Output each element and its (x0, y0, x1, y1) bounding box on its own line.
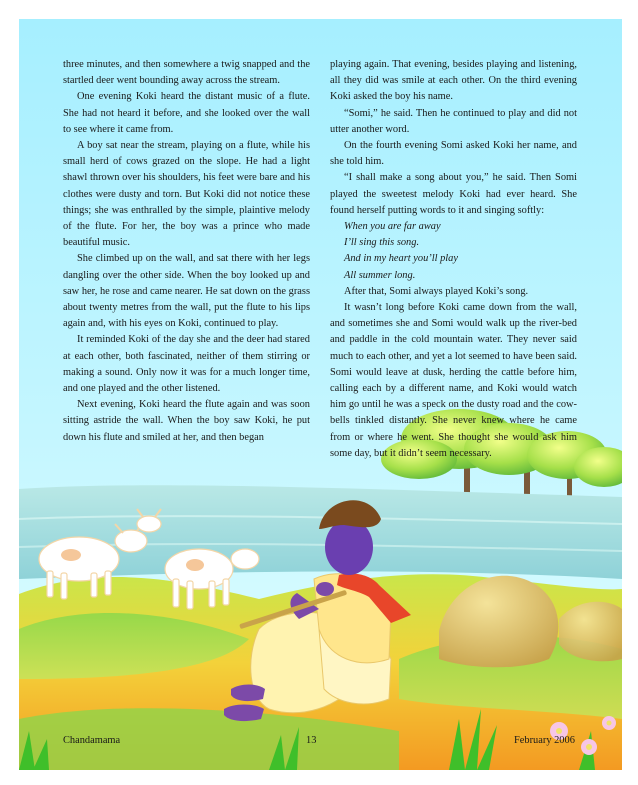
paragraph: Next evening, Koki heard the flute again and was soon sitting astride the wall. When the boy saw Koki, he put down his flute and smiled at her, and then began (63, 399, 310, 443)
footer-issue-date: February 2006 (514, 735, 575, 746)
footer-magazine-name: Chandamama (63, 735, 121, 746)
song-verse-line: All summer long. (344, 269, 416, 281)
paragraph: three minutes, and then somewhere a twig snapped and the startled deer went bounding away across the stream. (63, 59, 310, 87)
paragraph: “I shall make a song about you,” he said. Then Somi played the sweetest melody Koki had ever heard. She found herself putting words to it and singing softly: (330, 172, 577, 216)
paragraph: After that, Somi always played Koki’s song. (344, 285, 529, 297)
text-column-left (63, 57, 310, 446)
paragraph: She climbed up on the wall, and sat there with her legs dangling over the other side. When the boy looked up and saw her, he rose and came nearer. He sat down on the grass about twenty metres from the wall, put the flute to his lips again and, with his eyes on Koki, continued to play. (63, 253, 310, 330)
footer-page-number: 13 (306, 735, 317, 746)
song-verse-line: When you are far away (344, 221, 441, 233)
song-verse-line: I’ll sing this song. (344, 237, 420, 249)
paragraph: One evening Koki heard the distant music of a flute. She had not heard it before, and she looked over the wall to see where it came from. (63, 91, 310, 135)
paragraph: playing again. That evening, besides playing and listening, all they did was smile at each other. On the third evening Koki asked the boy his name. (330, 59, 577, 103)
magazine-page (19, 19, 622, 770)
paragraph: On the fourth evening Somi asked Koki her name, and she told him. (330, 140, 577, 168)
paragraph: It wasn’t long before Koki came down from the wall, and sometimes she and Somi would walk up the river-bed and paddle in the cold mountain water. They never said much to each other, and yet a lot seemed to have been said. Somi would leave at dusk, herding the cattle before him, calling each by a different name, and Koki would watch him go until he was a speck on the dusty road and the cow-bells tinkled distantly. She never knew where he came from or where he went. She thought she would ask him some day, but it didn’t seem necessary. (330, 302, 577, 459)
paragraph: A boy sat near the stream, playing on a flute, while his small herd of cows grazed on the slope. He had a light shawl thrown over his shoulders, his feet were bare and his clothes were dusty and torn. But Koki did not notice these things; she was enthralled by the simple, plaintive melody of the flute. For her, the boy was a prince who made beautiful music. (63, 140, 310, 249)
text-column-right (330, 57, 577, 462)
paragraph: “Somi,” he said. Then he continued to play and did not utter another word. (330, 107, 577, 135)
paragraph: It reminded Koki of the day she and the deer had stared at each other, both fascinated, neither of them stirring or making a sound. Only now it was for a much longer time, and one played and the other listened. (63, 334, 310, 395)
song-verse-line: And in my heart you’ll play (344, 253, 458, 265)
